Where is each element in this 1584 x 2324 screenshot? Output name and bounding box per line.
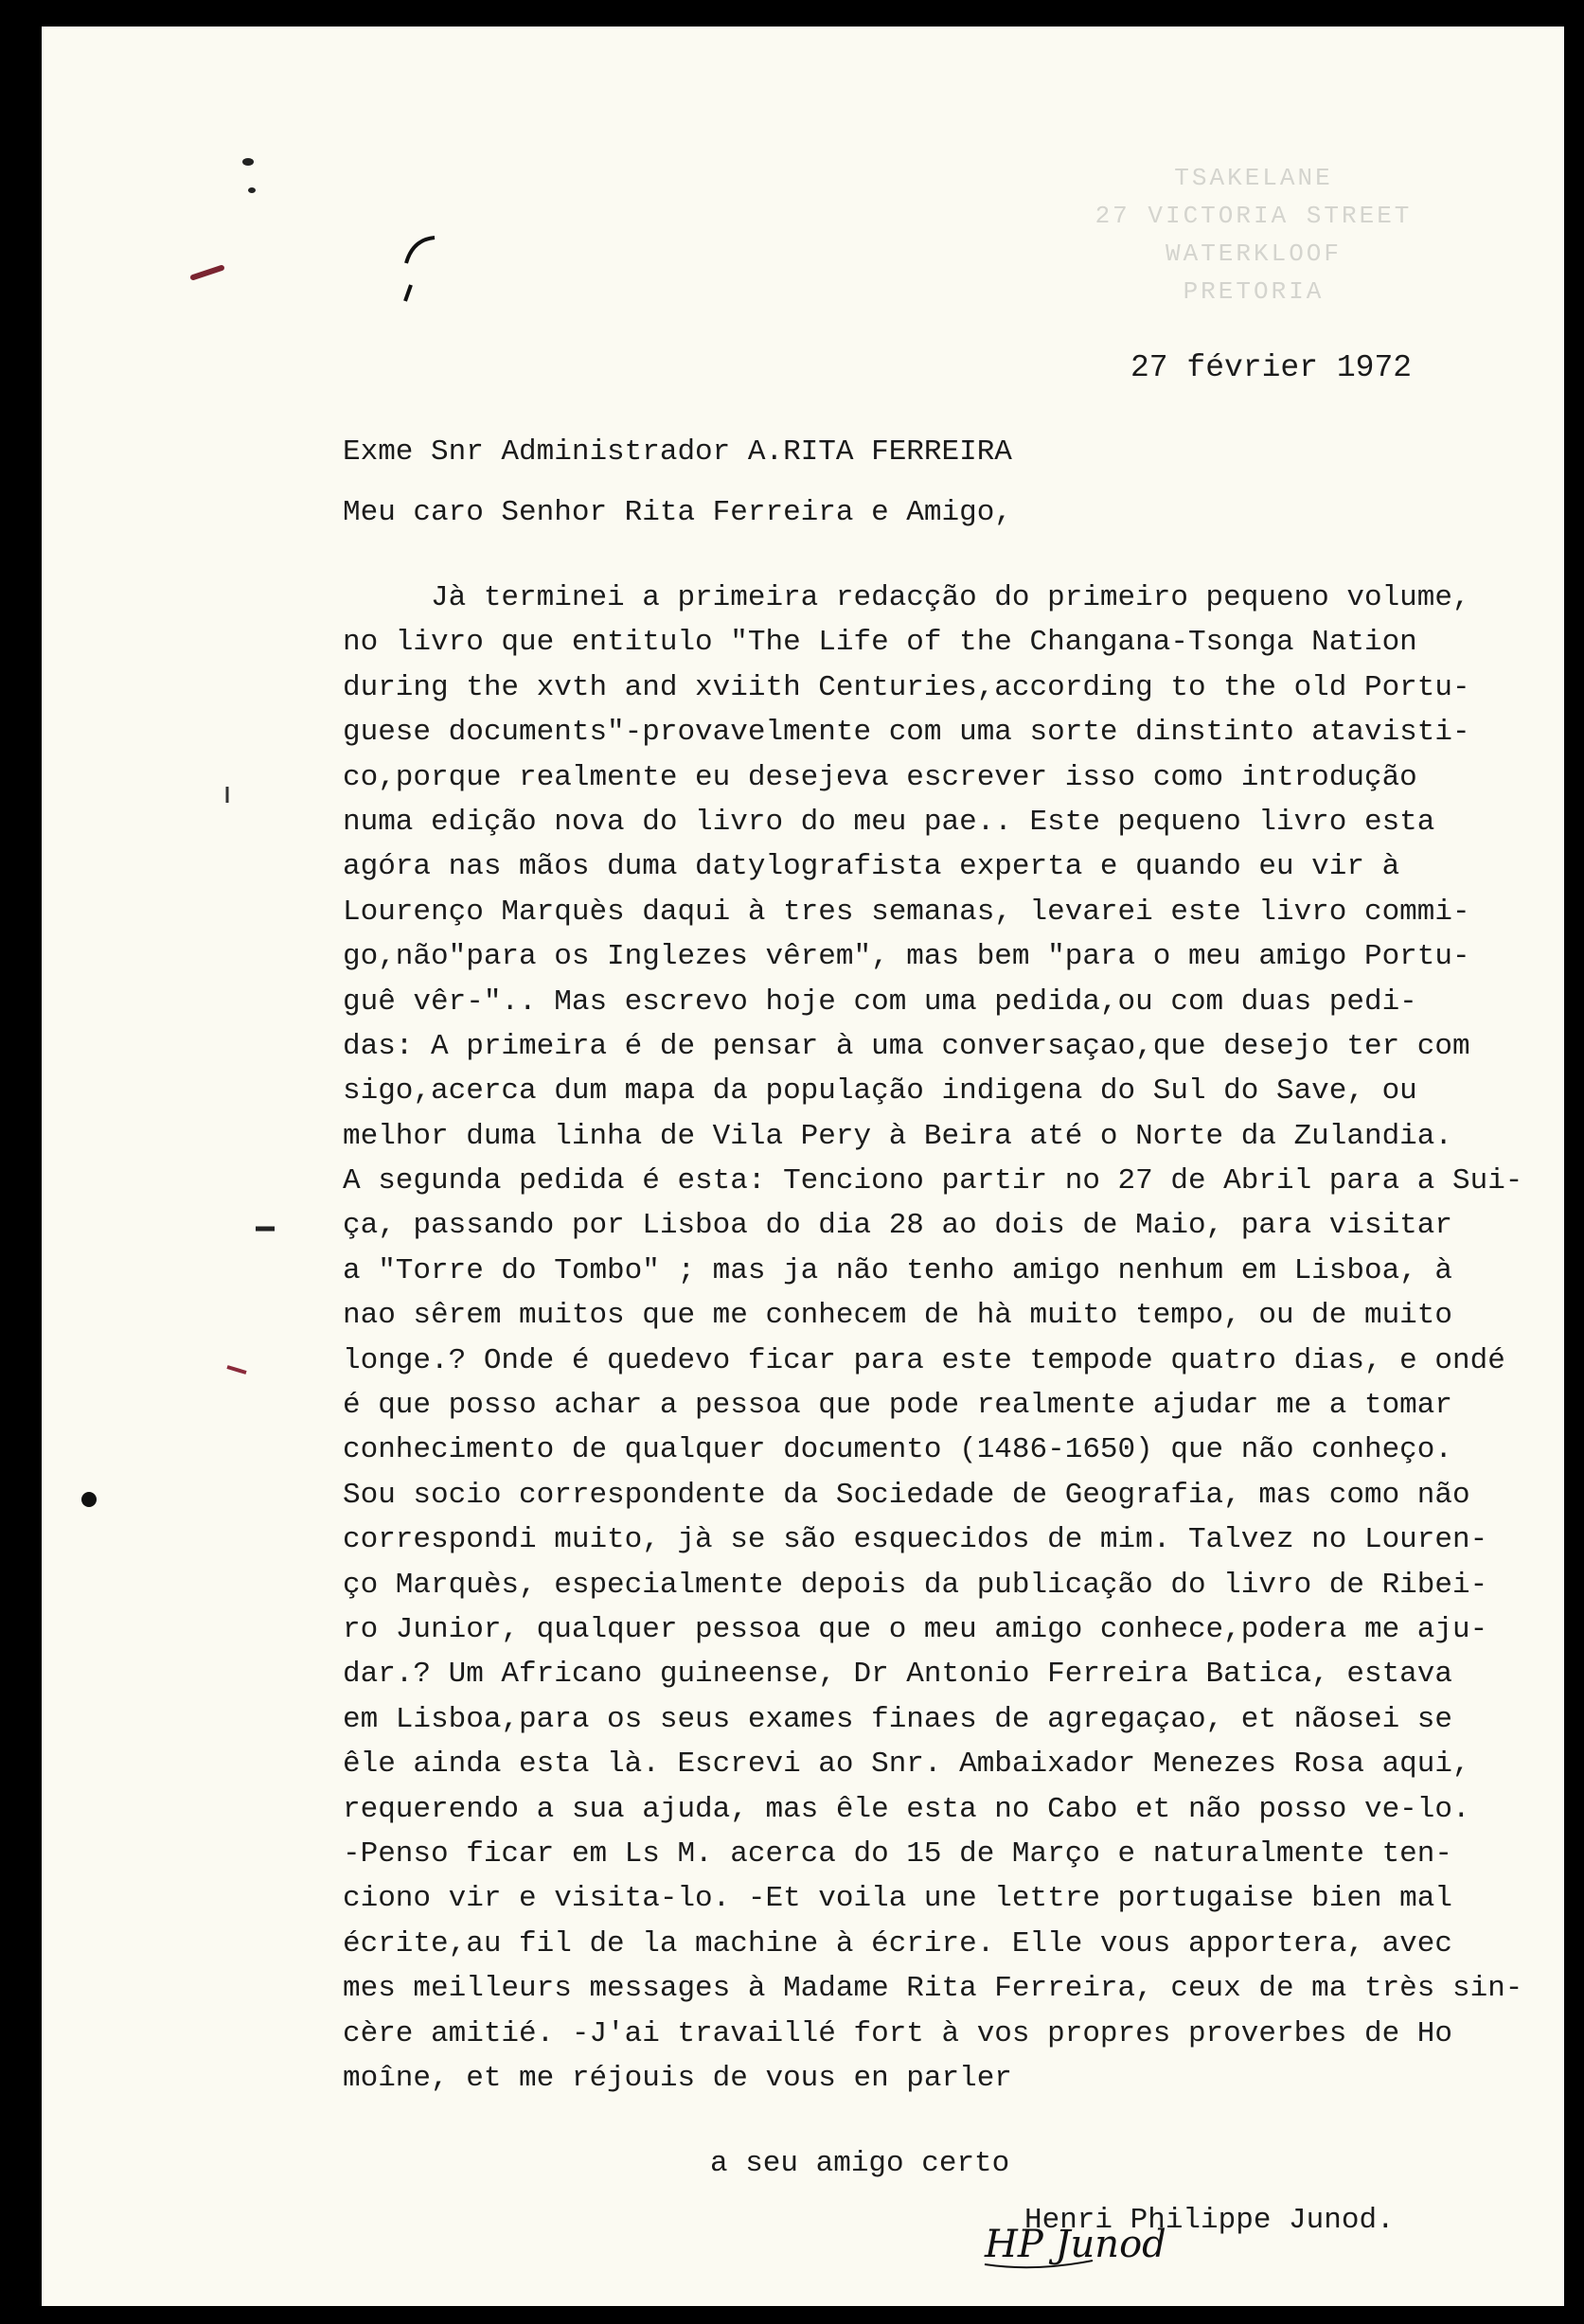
body-line: guese documents"-provavelmente com uma sorte dinstinto atavisti- [343,716,1470,750]
body-line: correspondi muito, jà se são esquecidos de mim. Talvez no Louren- [343,1523,1488,1557]
body-line: ciono vir e visita-lo. -Et voila une lettre portugaise bien mal [343,1882,1452,1916]
body-line: ça, passando por Lisboa do dia 28 ao dois de Maio, para visitar [343,1209,1452,1243]
greeting: Meu caro Senhor Rita Ferreira e Amigo, [343,496,1012,529]
body-line: em Lisboa,para os seus exames finaes de agregaçao, et nãosei se [343,1702,1452,1736]
body-line: guê vêr-".. Mas escrevo hoje com uma pedida,ou com duas pedi- [343,985,1417,1019]
body-line: numa edição nova do livro do meu pae.. Este pequeno livro esta [343,805,1435,839]
letterhead-line: PRETORIA [1183,277,1325,306]
body-line: Sou socio correspondente da Sociedade de Geografia, mas como não [343,1478,1470,1512]
typed-signature-name: Henri Philippe Junod. [1024,2204,1395,2237]
ink-mark-top-left [174,116,458,306]
margin-marks [42,784,345,1541]
body-line: moîne, et me réjouis de vous en parler [343,2061,1012,2095]
body-line: sigo,acerca dum mapa da população indigena do Sul do Save, ou [343,1074,1417,1109]
handwritten-signature [979,2204,1187,2280]
body-line: agóra nas mãos duma datylografista experta e quando eu vir à [343,850,1400,884]
address-line: Exme Snr Administrador A.RITA FERREIRA [343,435,1012,469]
body-line: ço Marquès, especialmente depois da publicação do livro de Ribei- [343,1568,1488,1602]
signature-script: HP Junod [985,2223,1166,2266]
body-line: requerendo a sua ajuda, mas êle esta no Cabo et não posso ve-lo. [343,1792,1470,1826]
body-line: mes meilleurs messages à Madame Rita Ferreira, ceux de ma très sin- [343,1972,1523,2006]
body-line: das: A primeira é de pensar à uma conversaçao,que desejo ter com [343,1029,1470,1063]
body-line: é que posso achar a pessoa que pode realmente ajudar me a tomar [343,1389,1452,1423]
body-line: no livro que entitulo "The Life of the Changana-Tsonga Nation [343,626,1417,660]
letterhead-line: TSAKELANE [1174,164,1333,192]
body-line: écrite,au fil de la machine à écrire. Elle vous apportera, avec [343,1926,1452,1960]
body-line: a "Torre do Tombo" ; mas ja não tenho amigo nenhum em Lisboa, à [343,1253,1452,1287]
body-line: dar.? Um Africano guineense, Dr Antonio Ferreira Batica, estava [343,1658,1452,1692]
body-line: Jà terminei a primeira redacção do primeiro pequeno volume, [343,581,1470,614]
body-line: A segunda pedida é esta: Tenciono partir no 27 de Abril para a Sui- [343,1164,1523,1198]
letter-page [42,27,1564,2306]
body-line: conhecimento de qualquer documento (1486-1650) que não conheço. [343,1433,1452,1467]
letter-date: 27 février 1972 [1130,350,1413,385]
body-line: ro Junior, qualquer pessoa que o meu amigo conhece,podera me aju- [343,1612,1488,1646]
letterhead-line: WATERKLOOF [1165,239,1343,268]
body-line: cère amitié. -J'ai travaillé fort à vos propres proverbes de Ho [343,2016,1452,2050]
body-line: co,porque realmente eu desejeva escrever isso como introdução [343,760,1417,794]
body-line: melhor duma linha de Vila Pery à Beira até o Norte da Zulandia. [343,1119,1452,1153]
body-line: during the xvth and xviith Centuries,according to the old Portu- [343,670,1470,704]
letter-body [343,576,1574,2101]
body-line: êle ainda esta là. Escrevi ao Snr. Ambaixador Menezes Rosa aqui, [343,1747,1470,1782]
closing-line: a seu amigo certo [710,2147,1010,2180]
body-line: nao sêrem muitos que me conhecem de hà muito tempo, ou de muito [343,1299,1452,1333]
body-line: go,não"para os Inglezes vêrem", mas bem "para o meu amigo Portu- [343,940,1470,974]
body-line: -Penso ficar em Ls M. acerca do 15 de Março e naturalmente ten- [343,1836,1452,1871]
letterhead-line: 27 VICTORIA STREET [1095,202,1413,230]
body-line: longe.? Onde é quedevo ficar para este tempode quatro dias, e ondé [343,1343,1505,1377]
body-line: Lourenço Marquès daqui à tres semanas, levarei este livro commi- [343,895,1470,929]
letterhead-stamp [1036,159,1471,310]
